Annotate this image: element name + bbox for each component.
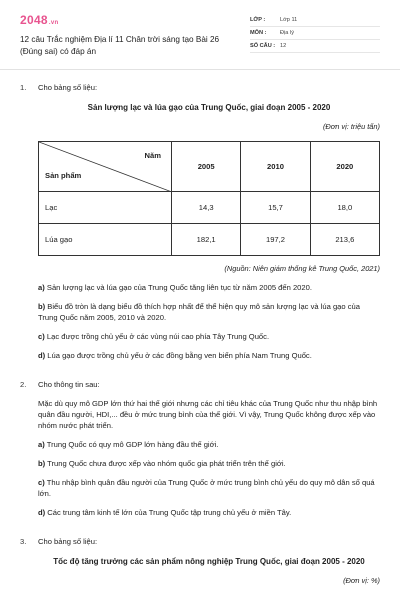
meta-key: MÔN :	[250, 29, 267, 36]
logo-text: 2048	[20, 13, 48, 27]
site-logo[interactable]	[20, 12, 225, 29]
option-letter: d)	[38, 508, 46, 518]
table-cell: 18,0	[310, 191, 379, 223]
option-letter: d)	[38, 351, 46, 361]
table-unit: (Đơn vị: triệu tấn)	[322, 121, 380, 131]
year-header: 2005	[172, 141, 241, 191]
row-label: Lúa gạo	[39, 223, 172, 255]
option-letter: c)	[38, 478, 45, 488]
option-text: Lạc được trồng chủ yếu ở các vùng núi cao phía Tây Trung Quốc.	[46, 332, 270, 342]
question-intro: Cho bảng số liệu:	[38, 83, 98, 93]
question-intro: Cho bảng số liệu:	[38, 537, 98, 547]
table-title: Sản lượng lạc và lúa gạo của Trung Quốc, giai đoạn 2005 - 2020	[87, 103, 331, 113]
logo-suffix: .vn	[48, 20, 59, 26]
table-title: Tốc độ tăng trưởng các sản phẩm nông nghiệp Trung Quốc, giai đoạn 2005 - 2020	[53, 557, 365, 567]
table-cell: 197,2	[241, 223, 310, 255]
meta-row-subject	[250, 27, 380, 40]
meta-key: LỚP :	[250, 16, 266, 23]
meta-row-count	[250, 40, 380, 53]
question-number: 2.	[20, 380, 27, 390]
meta-row-class	[250, 14, 380, 27]
header	[20, 0, 380, 57]
option-letter: b)	[38, 302, 46, 312]
question-2-heading	[20, 379, 380, 390]
data-table	[38, 141, 380, 256]
meta-value: Lớp 11	[280, 16, 298, 23]
table-header-row	[39, 141, 380, 191]
table-source: (Nguồn: Niên giám thống kê Trung Quốc, 2021)	[224, 263, 380, 273]
question-number: 1.	[20, 83, 27, 93]
document-title: 12 câu Trắc nghiệm Địa lí 11 Chân trời sáng tạo Bài 26 (Đúng sai) có đáp án	[20, 35, 220, 56]
answer-option-a	[38, 282, 380, 293]
header-divider	[0, 69, 400, 70]
answer-option-a	[38, 439, 380, 450]
table-corner-cell	[39, 141, 172, 191]
table-cell: 15,7	[241, 191, 310, 223]
header-left	[20, 12, 225, 57]
year-header: 2020	[310, 141, 379, 191]
option-letter: c)	[38, 332, 45, 342]
answer-option-b	[38, 301, 380, 323]
option-text: Trung Quốc chưa được xếp vào nhóm quốc gia phát triển trên thế giới.	[47, 459, 286, 469]
question-paragraph: Mặc dù quy mô GDP lớn thứ hai thế giới nhưng các chỉ tiêu khác của Trung Quốc như thu nhập bình quân đầu người, HDI,... đều ở mức trung bình của thế giới. Vì vậy, Trung Quốc không được xếp vào nhóm nước phát triển.	[38, 399, 378, 431]
option-letter: b)	[38, 459, 46, 469]
year-header: 2010	[241, 141, 310, 191]
option-text: Thu nhập bình quân đầu người của Trung Quốc ở mức trung bình chủ yếu do quy mô dân số quá lớn.	[38, 478, 375, 499]
question-1-heading	[20, 82, 380, 93]
table-cell: 14,3	[172, 191, 241, 223]
option-letter: a)	[38, 283, 45, 293]
row-header-product: Sản phẩm	[45, 170, 82, 180]
row-label: Lạc	[39, 191, 172, 223]
table-cell: 213,6	[310, 223, 379, 255]
answer-option-b	[38, 458, 380, 469]
option-text: Sản lượng lạc và lúa gạo của Trung Quốc tăng liên tục từ năm 2005 đến 2020.	[46, 283, 312, 293]
option-text: Biểu đồ tròn là dạng biểu đồ thích hợp nhất để thể hiện quy mô sản lượng lạc và lúa gạo của Trung Quốc năm 2005, 2010 và 2020.	[38, 302, 360, 323]
table-cell: 182,1	[172, 223, 241, 255]
question-3-heading	[20, 536, 380, 547]
option-text: Trung Quốc có quy mô GDP lớn hàng đầu thế giới.	[46, 440, 219, 450]
table-row	[39, 191, 380, 223]
meta-value: 12	[280, 42, 287, 49]
answer-option-d	[38, 350, 380, 361]
col-header-year: Năm	[144, 150, 161, 160]
answer-option-c	[38, 477, 380, 499]
answer-option-d	[38, 507, 380, 518]
option-text: Các trung tâm kinh tế lớn của Trung Quốc tập trung chủ yếu ở miền Tây.	[47, 508, 292, 518]
table-unit: (Đơn vị: %)	[343, 576, 380, 586]
answer-option-c	[38, 331, 380, 342]
meta-info	[250, 14, 380, 57]
option-letter: a)	[38, 440, 45, 450]
question-1-body	[38, 102, 380, 361]
question-3-body	[38, 556, 380, 586]
meta-value: Địa lý	[280, 29, 294, 36]
question-intro: Cho thông tin sau:	[38, 380, 100, 390]
question-number: 3.	[20, 537, 27, 547]
option-text: Lúa gạo được trồng chủ yếu ở các đồng bằng ven biển phía Nam Trung Quốc.	[47, 351, 312, 361]
table-row	[39, 223, 380, 255]
question-2-body	[38, 398, 380, 518]
meta-key: SỐ CÂU :	[250, 42, 276, 49]
